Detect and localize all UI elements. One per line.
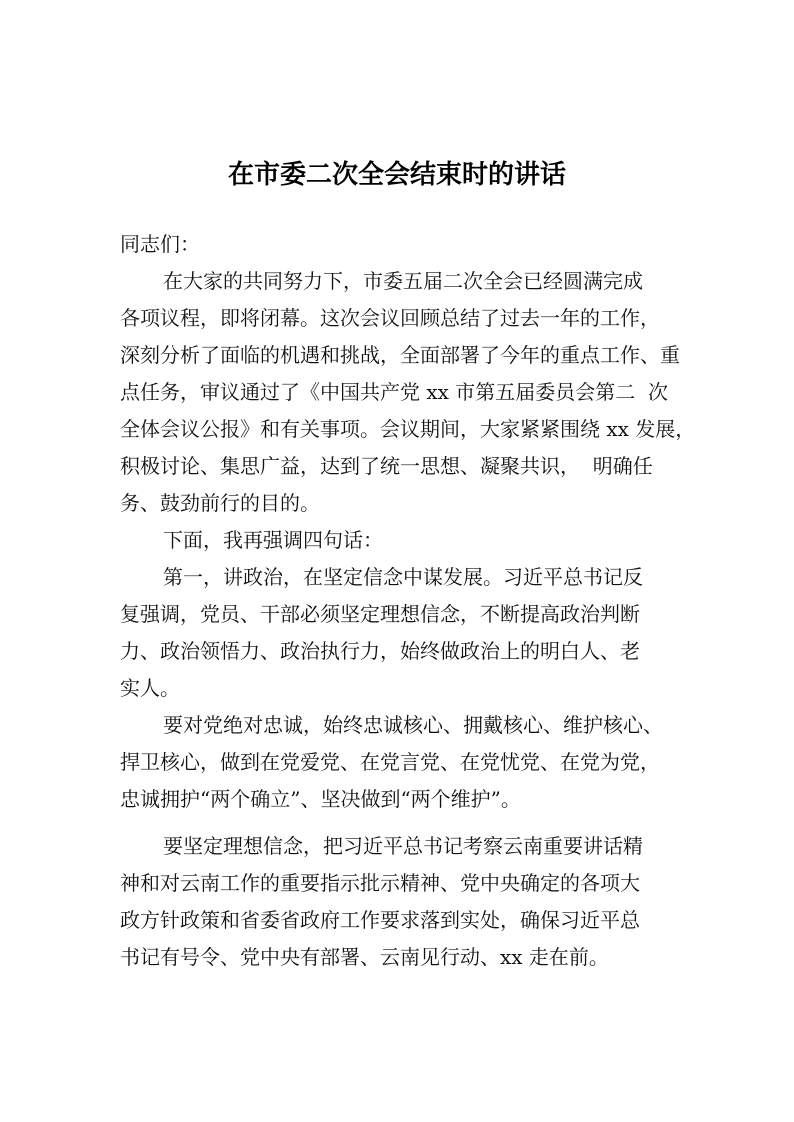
paragraph-1-line-5: 全体会议公报》和有关事项。会议期间，大家紧紧围绕 xx 发展， (120, 417, 696, 441)
paragraph-5-line-3: 政方针政策和省委省政府工作要求落到实处，确保习近平总 (120, 908, 640, 932)
paragraph-4-line-3: 忠诚拥护“两个确立”、坚决做到“两个维护”。 (120, 787, 521, 811)
paragraph-2-line-1: 下面，我再强调四句话： (163, 528, 383, 552)
paragraph-5-line-1: 要坚定理想信念，把习近平总书记考察云南重要讲话精 (163, 834, 643, 858)
salutation-line: 同志们： (120, 232, 200, 256)
paragraph-4-line-2: 捍卫核心，做到在党爱党、在党言党、在党忧党、在党为党， (120, 750, 660, 774)
paragraph-5-line-4: 书记有号令、党中央有部署、云南见行动、xx 走在前。 (120, 945, 609, 969)
paragraph-1-line-1: 在大家的共同努力下，市委五届二次全会已经圆满完成 (163, 269, 643, 293)
paragraph-1-line-7: 务、鼓劲前行的目的。 (120, 491, 320, 515)
paragraph-1-line-6: 积极讨论、集思广益，达到了统一思想、凝聚共识， 明确任 (120, 454, 653, 478)
paragraph-1-line-4: 点任务，审议通过了《中国共产党 xx 市第五届委员会第二 次 (120, 380, 668, 404)
paragraph-3-line-2: 复强调，党员、干部必须坚定理想信念，不断提高政治判断 (120, 602, 640, 626)
paragraph-3-line-4: 实人。 (120, 676, 180, 700)
paragraph-5-line-2: 神和对云南工作的重要指示批示精神、党中央确定的各项大 (120, 871, 640, 895)
paragraph-4-line-1: 要对党绝对忠诚，始终忠诚核心、拥戴核心、维护核心、 (163, 713, 663, 737)
paragraph-1-line-2: 各项议程，即将闭幕。这次会议回顾总结了过去一年的工作， (120, 306, 660, 330)
paragraph-3-line-1: 第一，讲政治，在坚定信念中谋发展。习近平总书记反 (163, 565, 643, 589)
document-title: 在市委二次全会结束时的讲话 (227, 160, 566, 190)
paragraph-3-line-3: 力、政治领悟力、政治执行力，始终做政治上的明白人、老 (120, 639, 640, 663)
paragraph-1-line-3: 深刻分析了面临的机遇和挑战，全面部署了今年的重点工作、重 (120, 343, 680, 367)
